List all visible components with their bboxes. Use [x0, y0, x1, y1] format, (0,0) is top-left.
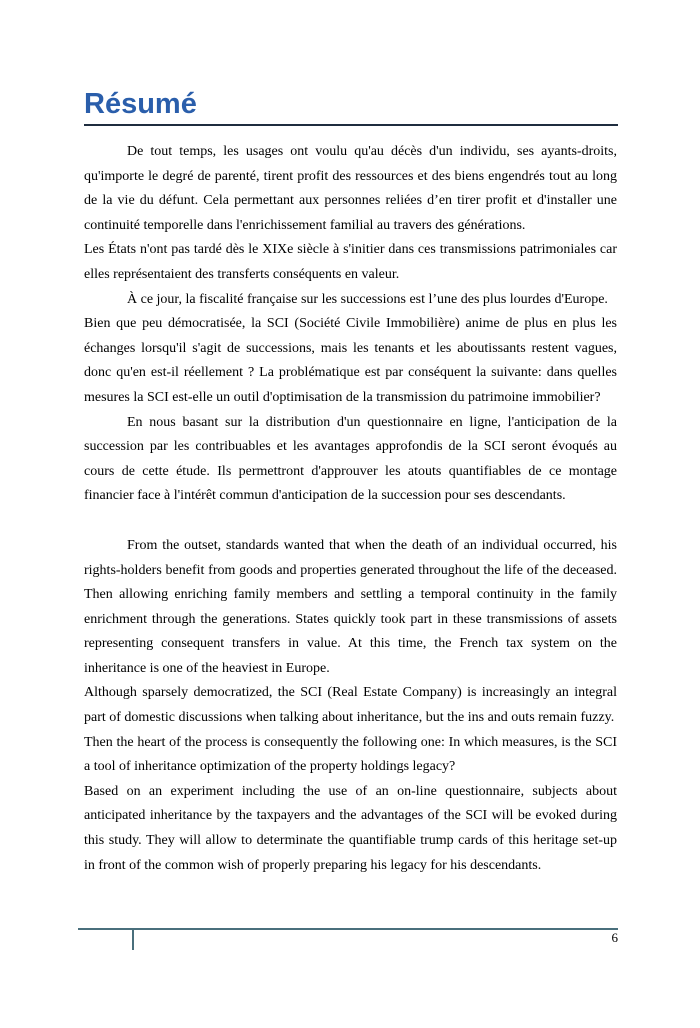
- paragraph-fr-3: À ce jour, la fiscalité française sur les successions est l’une des plus lourdes d'Europe.: [127, 291, 608, 307]
- abstract-body: [84, 140, 617, 878]
- paragraph-fr-2: Les États n'ont pas tardé dès le XIXe siècle à s'initier dans ces transmissions patrimoniales car elles représentaient des transferts conséquents en valeur.: [84, 242, 617, 282]
- footer-tick: [132, 928, 134, 950]
- footer-rule: [78, 928, 618, 930]
- paragraph-en-1: From the outset, standards wanted that when the death of an individual occurred, his rights-holders benefit from goods and properties generated throughout the life of the deceased. Then allowing enriching family members and settling a temporal continuity in the family enrichment through the generations. States quickly took part in these transmissions of assets representing consequent transfers in value. At this time, the French tax system on the inheritance is one of the heaviest in Europe.: [84, 537, 617, 676]
- paragraph-fr-1: De tout temps, les usages ont voulu qu'au décès d'un individu, ses ayants-droits, qu'importe le degré de parenté, tirent profit des ressources et des biens engendrés tout au long de la vie du défunt. Cela permettant aux personnes reliées d’en tirer profit et d'installer une continuité temporelle dans l'enrichissement familial au travers des générations.: [84, 144, 617, 233]
- section-spacer: [84, 509, 617, 534]
- title-underline: [84, 124, 618, 126]
- paragraph-en-3: Then the heart of the process is consequently the following one: In which measures, is the SCI a tool of inheritance optimization of the property holdings legacy?: [84, 734, 617, 775]
- paragraph-en-2: Although sparsely democratized, the SCI (Real Estate Company) is increasingly an integral part of domestic discussions when talking about inheritance, but the ins and outs remain fuzzy.: [84, 685, 617, 726]
- paragraph-en-4: Based on an experiment including the use of an on-line questionnaire, subjects about anticipated inheritance by the taxpayers and the advantages of the SCI will be evoked during this study. They will allow to determinate the quantifiable trump cards of this heritage set-up in front of the common wish of properly preparing his legacy for his descendants.: [84, 783, 617, 873]
- paragraph-fr-4: Bien que peu démocratisée, la SCI (Société Civile Immobilière) anime de plus en plus les échanges lorsqu'il s'agit de successions, mais les tenants et les aboutissants restent vagues, donc qu'en est-il réellement ? La problématique est par conséquent la suivante: dans quelles mesures la SCI est-elle un outil d'optimisation de la transmission du patrimoine immobilier?: [84, 316, 617, 405]
- page-title: Résumé: [84, 88, 197, 120]
- page-number: 6: [611, 930, 618, 945]
- paragraph-fr-5: En nous basant sur la distribution d'un questionnaire en ligne, l'anticipation de la succession par les contribuables et les avantages approfondis de la SCI seront évoqués au cours de cette étude. Ils permettront d'approuver les atouts quantifiables de ce montage financier face à l'intérêt commun d'anticipation de la succession pour ses descendants.: [84, 414, 617, 504]
